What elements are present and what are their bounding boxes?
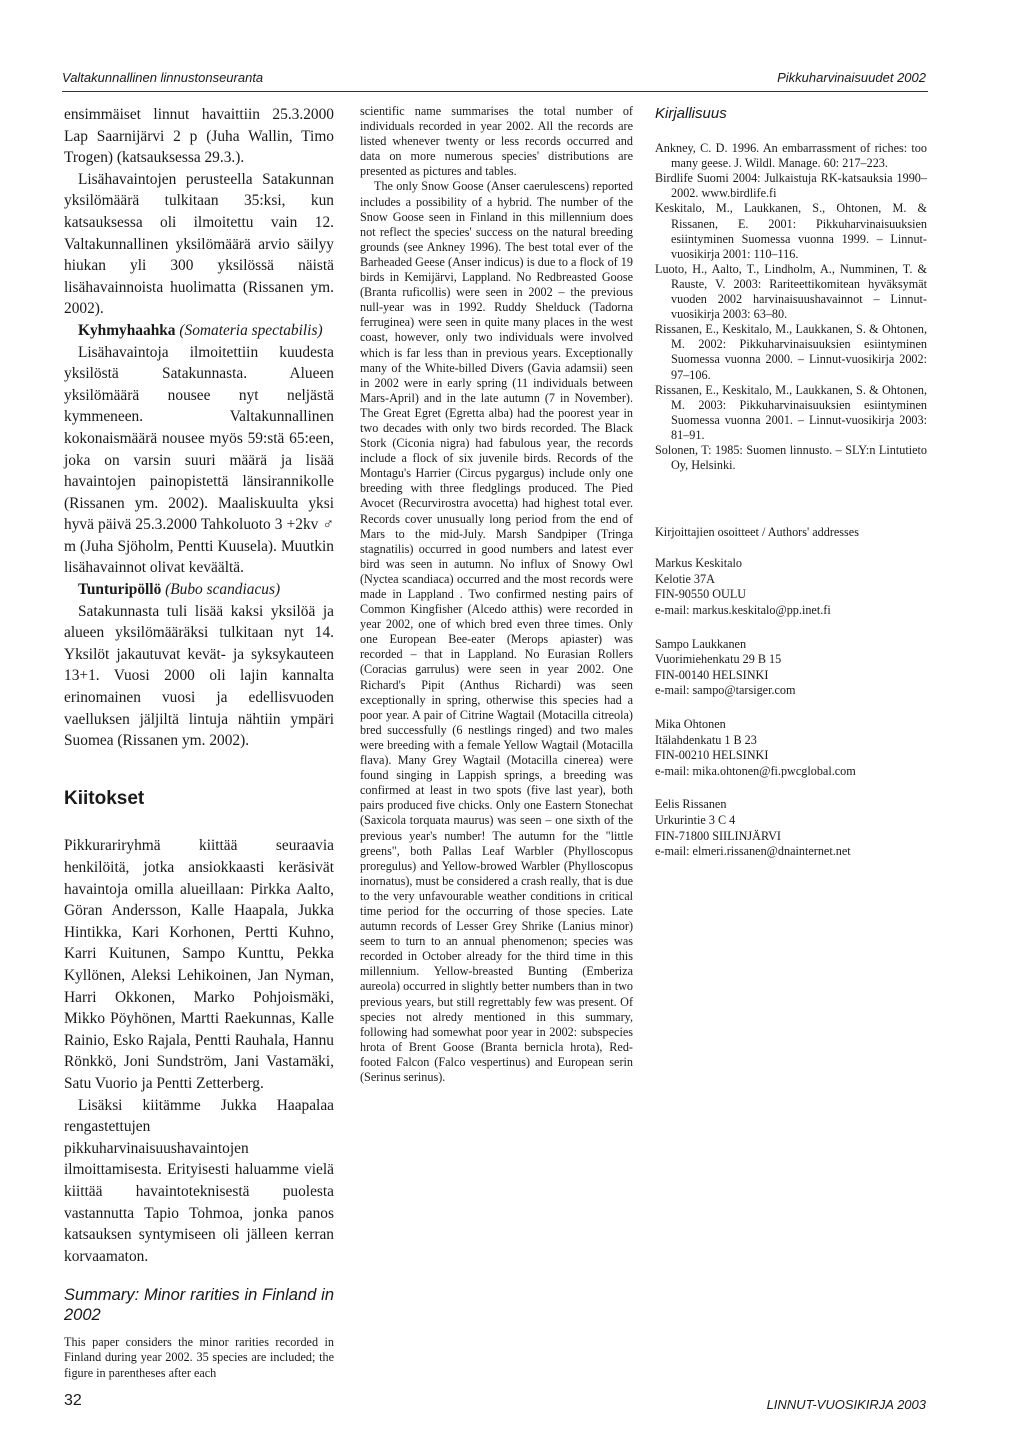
author-name: Eelis Rissanen [655,797,727,812]
reference-item: Luoto, H., Aalto, T., Lindholm, A., Numminen, T. & Rauste, V. 2003: Rariteettikomitean hyväksymät vuoden 2002 harvinaisuushavainnot – Linnut-vuosikirja 2003: 63–80. [655,261,927,322]
paragraph: Lisähavaintojen perusteella Satakunnan yksilömäärä tulkitaan 35:ksi, kun katsauksessa oli ilmoitettu vain 12. Valtakunnallinen yksilömäärä arvio säilyy hiukan yli 300 yksilössä näistä lisähavainnoista huolimatta (Rissanen ym. 2002). [64,170,334,318]
section-heading-kiitokset: Kiitokset [64,787,145,809]
paragraph: ensimmäiset linnut havaittiin 25.3.2000 Lap Saarnijärvi 2 p (Juha Wallin, Timo Trogen) (katsauksessa 29.3.). [64,106,334,167]
paragraph: Lisähavaintoja ilmoitettiin kuudesta yksilöstä Satakunnasta. Alueen yksilömäärä nousee nyt neljästä kymmeneen. Valtakunnallinen kokonaismäärä nousee myös 59:stä 65:een, joka on varsin suuri määrä ja lisää havaintojen painopistettä länsirannikolle (Rissanen ym. 2002). Maaliskuulta yksi hyvä päivä 25.3.2000 Tahkoluoto 3 +2kv ♂ m (Juha Sjöholm, Pentti Kuusela). Muutkin lisähavainnot olivat keväältä. [64,343,334,577]
author-street: Vuorimiehenkatu 29 B 15 [655,652,782,667]
summary-heading: Summary: Minor rarities in Finland in 2002 [64,1286,334,1325]
species-heading [64,320,334,342]
paragraph: Satakunnasta tuli lisää kaksi yksilöä ja alueen yksilömääräksi tulkitaan nyt 14. Yksilöt jakautuvat kevät- ja syksykauteen 13+1. Vuosi 2000 oli lajin kannalta erinomainen vuosi ja edellisvuoden vaelluksen jäljiltä lintuja nähtiin ympäri Suomea (Rissanen ym. 2002). [64,602,334,750]
paragraph: Lisäksi kiitämme Jukka Haapalaa rengastettujen pikkuharvinaisuushavaintojen ilmoittamisesta. Erityisesti haluamme vielä kiittää havaintoteknisestä puolesta vastannutta Tapio Tohmoa, jonka panos katsauksen syntymiseen oli jälleen kerran korvaamaton. [64,1096,334,1265]
author-street: Urkurintie 3 C 4 [655,812,736,827]
running-header-right: Pikkuharvinaisuudet 2002 [777,70,926,85]
reference-item: Solonen, T: 1985: Suomen linnusto. – SLY:n Lintutieto Oy, Helsinki. [655,442,927,473]
author-email: e-mail: mika.ohtonen@fi.pwcglobal.com [655,763,856,778]
author-street: Kelotie 37A [655,571,715,586]
species-latin: (Somateria spectabilis) [179,321,323,339]
summary-paragraph: This paper considers the minor rarities recorded in Finland during year 2002. 35 species are included; the figure in parentheses after each [64,1335,334,1380]
author-address [655,717,927,779]
reference-item: Keskitalo, M., Laukkanen, S., Ohtonen, M. & Rissanen, E. 2001: Pikkuharvinaisuuksien esiintyminen Suomessa vuonna 1999. – Linnut-vuosikirja 2001: 110–116. [655,201,927,261]
reference-item: Birdlife Suomi 2004: Julkaistuja RK-katsauksia 1990–2002. www.birdlife.fi [655,171,927,201]
paragraph: The only Snow Goose (Anser caerulescens) reported includes a possibility of a hybrid. The number of the Snow Goose seen in Finland in this millennium does not reflect the species' success on the natural breeding grounds (see Ankney 1996). The best total ever of the Barheaded Geese (Anser indicus) is due to a flock of 19 birds in Kemijärvi, Lappland. No Redbreasted Goose (Branta ruficollis) were seen in 2002 – the previous null-year was in 1992. Ruddy Shelduck (Tadorna ferruginea) were seen in quite many places in the west coast, however, only two individuals were involved which is far less than in previous years. Exceptionally many of the White-billed Divers (Gavia adamsii) seen in 2002 were in early spring (11 individuals between Mars-April) and in the late autumn (7 in November). The Great Egret (Egretta alba) had the poorest year in two decades with only two birds recorded. The Black Stork (Ciconia nigra) had fabulous year, the records include a flock of six juvenile birds. Records of the Montagu's Harrier (Circus pygargus) include only one breeding with three fledglings produced. The Pied Avocet (Recurvirostra avocetta) had highest total ever. Records cover unusually long period from the end of Mars to the mid-July. Marsh Sandpiper (Tringa stagnatilis) occurred in good numbers and latest ever bird was seen in autumn. No influx of Snowy Owl (Nyctea scandiaca) occurred and the most records were made in Lappland . Two confirmed nesting pairs of Common Kingfisher (Alcedo atthis) were recorded in year 2002, one of which bred even three times. Only one European Bee-eater (Merops apiaster) was recorded – that in Lappland. No Eurasian Rollers (Coracias garrulus) were seen in year 2002. One Richard's Pipit (Anthus Richardi) was seen exceptionally in spring, otherwise this species had a poor year. A pair of Citrine Wagtail (Motacilla citreola) bred successfully (6 nestlings ringed) and two males were breeding with a female Yellow Wagtail (Motacilla flava). Many Grey Wagtail (Motacilla cinerea) were found singing in Lappish springs, a breeding was confirmed at least in two spots (five last year), both pairs produced five chicks. Only one Eastern Stonechat (Saxicola torquata maurus) was seen – one sixth of the previous year's number! The autumn for the "little greens", both Pallas Leaf Warbler (Phylloscopus proregulus) and Yellow-browed Warbler (Phylloscopus inornatus), must be considered a crash really, that is due to the very unfavourable weather conditions in critical time period for the occurring of those species. Late autumn records of Lesser Grey Shrike (Lanius minor) seem to turn to an annual phenomenon; species was recorded in October already for the third time in this millennium. Yellow-breasted Bunting (Emberiza aureola) occurred in slightly better numbers than in two previous years, but still regrettably few was present. Of species not alredy mentioned in this summary, following had somewhat poor year in 2002: subspecies hrota of Brent Goose (Branta bernicla hrota), Red-footed Falcon (Falco vespertinus) and European serin (Serinus serinus). [360,179,634,1084]
paragraph: Pikkurariryhmä kiittää seuraavia henkilöitä, jotka ansiokkaasti keräsivät havaintoja omilla alueillaan: Pirkka Aalto, Göran Andersson, Kalle Haapala, Jukka Hintikka, Kari Korhonen, Pertti Kuhno, Karri Kuitunen, Sampo Kunttu, Pekka Kyllönen, Aleksi Lehikoinen, Jan Nyman, Harri Okkonen, Marko Pohjoismäki, Mikko Pöyhönen, Martti Raekunnas, Kalle Rainio, Esko Rajala, Pentti Rauhala, Hannu Rönkkö, Joni Sundström, Jani Vastamäki, Satu Vuorio ja Pentti Zetterberg. [64,837,334,1092]
author-city: FIN-00140 HELSINKI [655,667,769,682]
author-street: Itälahdenkatu 1 B 23 [655,732,757,747]
column-middle [360,104,633,1085]
author-email: e-mail: sampo@tarsiger.com [655,683,796,698]
column-right [655,104,927,878]
species-latin: (Bubo scandiacus) [165,581,281,599]
reference-item: Ankney, C. D. 1996. An embarrassment of riches: too many geese. J. Wildl. Manage. 60: 217–223. [655,141,927,171]
paragraph: scientific name summarises the total number of individuals recorded in year 2002. All the records are listed whenever twenty or less records occurred and data on more numerous species' distributions are presented as pictures and tables. [360,104,633,179]
section-heading-kirjallisuus: Kirjallisuus [655,105,727,122]
species-heading [64,579,334,601]
column-left [64,104,334,1381]
running-footer: LINNUT-VUOSIKIRJA 2003 [766,1397,926,1412]
author-address [655,556,927,618]
author-city: FIN-71800 SIILINJÄRVI [655,828,781,843]
author-address [655,797,927,859]
author-city: FIN-00210 HELSINKI [655,748,769,763]
author-address [655,637,927,699]
author-name: Markus Keskitalo [655,556,742,571]
author-city: FIN-90550 OULU [655,587,747,602]
author-email: e-mail: elmeri.rissanen@dnainternet.net [655,844,851,859]
page-number: 32 [64,1392,82,1409]
addresses-title: Kirjoittajien osoitteet / Authors' addresses [655,525,859,540]
species-name: Kyhmyhaahka [78,321,176,339]
author-name: Mika Ohtonen [655,717,726,731]
running-header-left: Valtakunnallinen linnustonseuranta [62,70,264,85]
header-rule [62,91,928,92]
species-name: Tunturipöllö [78,581,162,599]
author-name: Sampo Laukkanen [655,636,747,651]
author-email: e-mail: markus.keskitalo@pp.inet.fi [655,603,831,618]
reference-item: Rissanen, E., Keskitalo, M., Laukkanen, S. & Ohtonen, M. 2002: Pikkuharvinaisuuksien esiintyminen Suomessa vuonna 2000. – Linnut-vuosikirja 2002: 97–106. [655,322,927,382]
reference-item: Rissanen, E., Keskitalo, M., Laukkanen, S. & Ohtonen, M. 2003: Pikkuharvinaisuuksien esiintyminen Suomessa vuonna 2001. – Linnut-vuosikirja 2003: 81–91. [655,382,927,442]
